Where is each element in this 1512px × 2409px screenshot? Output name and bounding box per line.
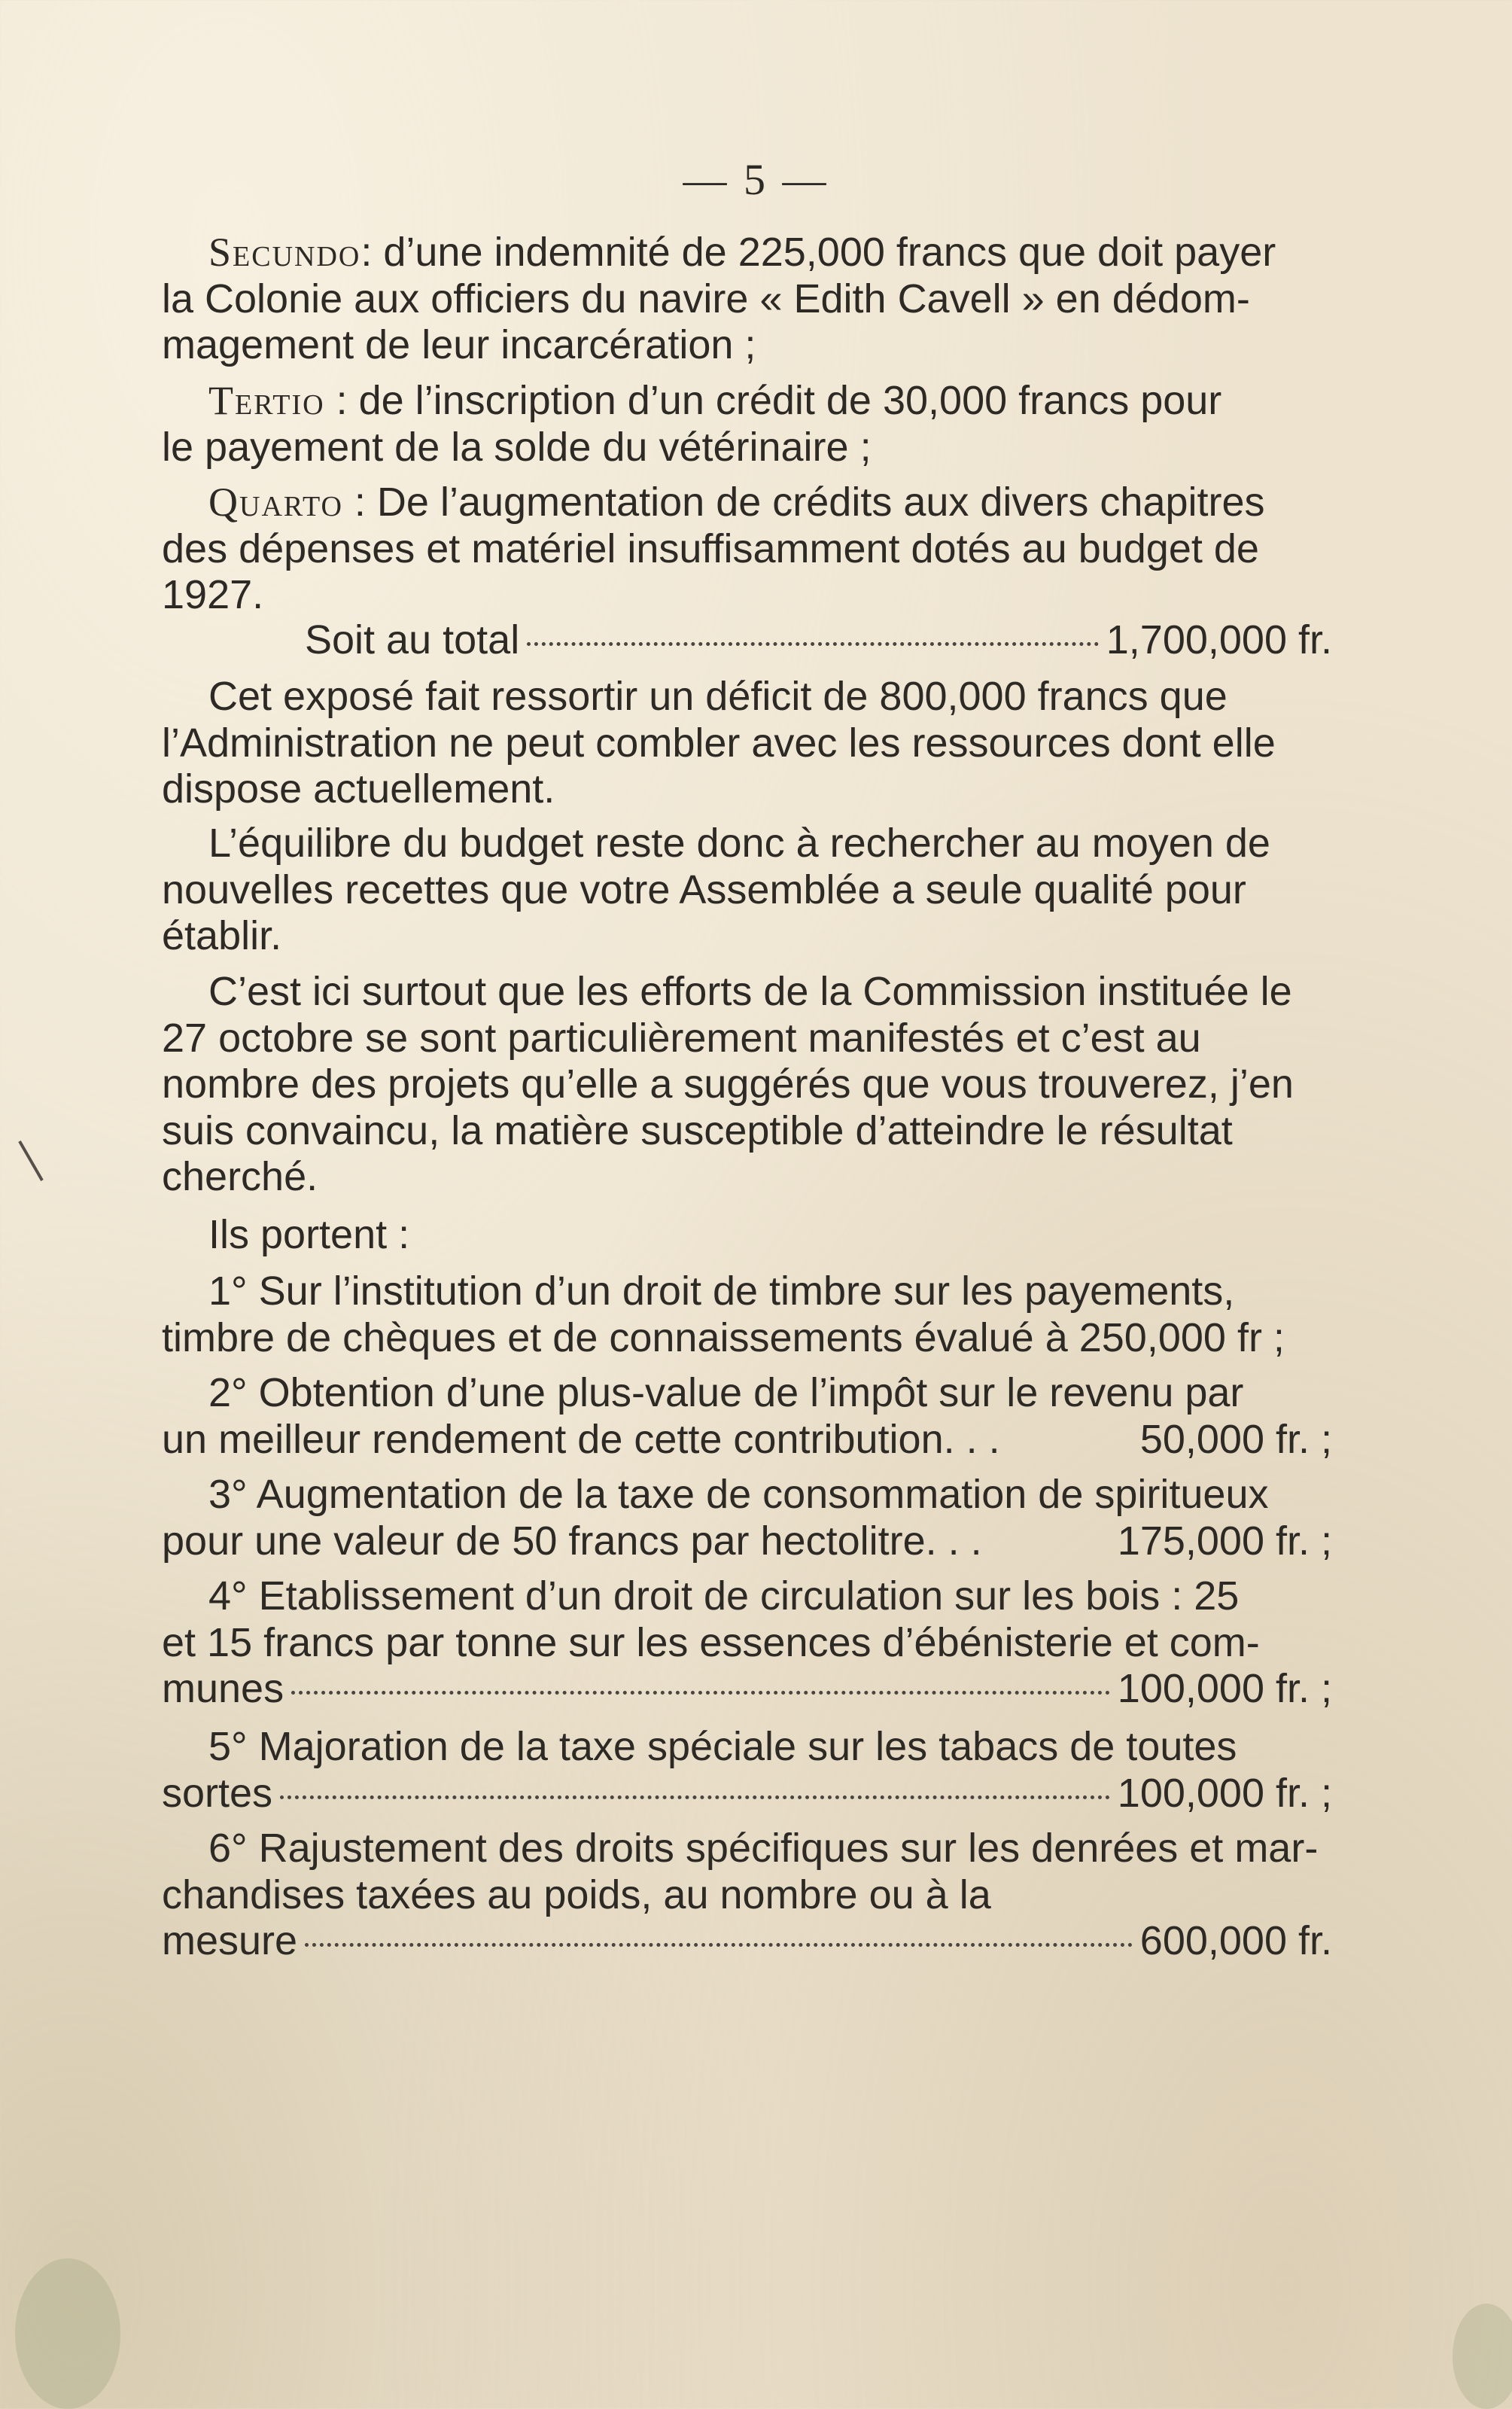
heading-secundo: Secundo — [208, 230, 361, 275]
leader-dots — [305, 1943, 1133, 1947]
text-line: 1927. — [162, 572, 264, 617]
list-item — [162, 1472, 1332, 1564]
heading-tertio: Tertio — [208, 378, 325, 423]
paragraph-equilibre — [162, 821, 1332, 960]
total-row — [162, 617, 1332, 664]
item-number: 2° — [208, 1370, 248, 1415]
text-line: l’Administration ne peut combler avec les ressources dont elle — [162, 720, 1276, 766]
text-line: magement de leur incarcération ; — [162, 322, 756, 367]
paper-stain — [15, 2258, 120, 2409]
item-amount: 100,000 fr. ; — [1117, 1770, 1332, 1816]
page-number: — 5 — — [683, 155, 829, 204]
text-line: Obtention d’une plus-value de l’impôt sur le revenu par — [258, 1370, 1244, 1415]
text-line: : De l’augmentation de crédits aux divers chapitres — [342, 480, 1265, 525]
leader-dots — [527, 642, 1099, 646]
text-line: Majoration de la taxe spéciale sur les tabacs de toutes — [258, 1724, 1237, 1769]
item-last-line: sortes — [162, 1770, 273, 1816]
item-amount: 600,000 fr. — [1139, 1918, 1332, 1963]
text-line: : d’une indemnité de 225,000 francs que doit payer — [361, 230, 1276, 275]
paragraph-expose — [162, 674, 1332, 813]
text-line: Augmentation de la taxe de consommation de spiritueux — [256, 1472, 1269, 1517]
text-line: cherché. — [162, 1154, 318, 1199]
text-line: L’équilibre du budget reste donc à rechercher au moyen de — [208, 821, 1270, 866]
paragraph-commission — [162, 969, 1332, 1201]
item-last-line: un meilleur rendement de cette contribution. . . — [162, 1416, 1000, 1462]
item-amount: 175,000 fr. ; — [1117, 1518, 1332, 1564]
item-amount: 50,000 fr. ; — [1139, 1416, 1332, 1462]
leader-dots — [280, 1795, 1110, 1799]
paragraph-secundo — [162, 230, 1332, 369]
text-line: la Colonie aux officiers du navire « Edith Cavell » en dédom- — [162, 276, 1250, 321]
text-line: timbre de chèques et de connaissements évalué à 250,000 fr ; — [162, 1314, 1285, 1360]
list-item — [162, 1573, 1332, 1713]
paragraph-quarto — [162, 480, 1332, 619]
text-line: Cet exposé fait ressortir un déficit de 800,000 francs que — [208, 674, 1228, 719]
text-line: et 15 francs par tonne sur les essences d’ébénisterie et com- — [162, 1619, 1260, 1665]
item-number: 3° — [208, 1472, 248, 1517]
text-line: suis convaincu, la matière susceptible d’atteindre le résultat — [162, 1107, 1233, 1153]
text-line: 27 octobre se sont particulièrement manifestés et c’est au — [162, 1015, 1201, 1061]
total-amount: 1,700,000 fr. — [1106, 617, 1332, 662]
text-line: nombre des projets qu’elle a suggérés que vous trouverez, j’en — [162, 1061, 1294, 1107]
item-number: 4° — [208, 1573, 248, 1619]
text-line: Rajustement des droits spécifiques sur les denrées et mar- — [258, 1826, 1319, 1871]
total-label: Soit au total — [305, 617, 520, 662]
text-line: : de l’inscription d’un crédit de 30,000 francs pour — [324, 378, 1222, 423]
list-item — [162, 1724, 1332, 1817]
heading-quarto: Quarto — [208, 480, 343, 525]
leader-dots — [291, 1691, 1110, 1695]
paragraph-tertio — [162, 378, 1332, 471]
text-line: C’est ici surtout que les efforts de la Commission instituée le — [208, 969, 1292, 1014]
item-last-line: pour une valeur de 50 francs par hectolitre. . . — [162, 1518, 982, 1564]
list-item — [162, 1826, 1332, 1965]
text-line: nouvelles recettes que votre Assemblée a seule qualité pour — [162, 866, 1246, 912]
list-item — [162, 1370, 1332, 1463]
item-amount: 100,000 fr. ; — [1117, 1666, 1332, 1711]
text-line: Etablissement d’un droit de circulation sur les bois : 25 — [258, 1573, 1240, 1619]
item-number: 6° — [208, 1826, 248, 1871]
item-number: 1° — [208, 1268, 248, 1314]
text-line: Ils portent : — [208, 1212, 410, 1257]
text-line: des dépenses et matériel insuffisamment dotés au budget de — [162, 525, 1259, 571]
paper-stain — [1453, 2304, 1512, 2409]
text-line: Sur l’institution d’un droit de timbre sur les payements, — [258, 1268, 1235, 1314]
text-line: le payement de la solde du vétérinaire ; — [162, 424, 872, 470]
pencil-mark — [17, 1137, 47, 1189]
text-line: dispose actuellement. — [162, 766, 555, 812]
list-item — [162, 1268, 1332, 1361]
paragraph-portent — [162, 1212, 1332, 1259]
item-last-line: munes — [162, 1666, 284, 1711]
item-last-line: mesure — [162, 1918, 298, 1963]
text-line: chandises taxées au poids, au nombre ou à la — [162, 1871, 991, 1917]
text-line: établir. — [162, 913, 282, 958]
item-number: 5° — [208, 1724, 248, 1769]
